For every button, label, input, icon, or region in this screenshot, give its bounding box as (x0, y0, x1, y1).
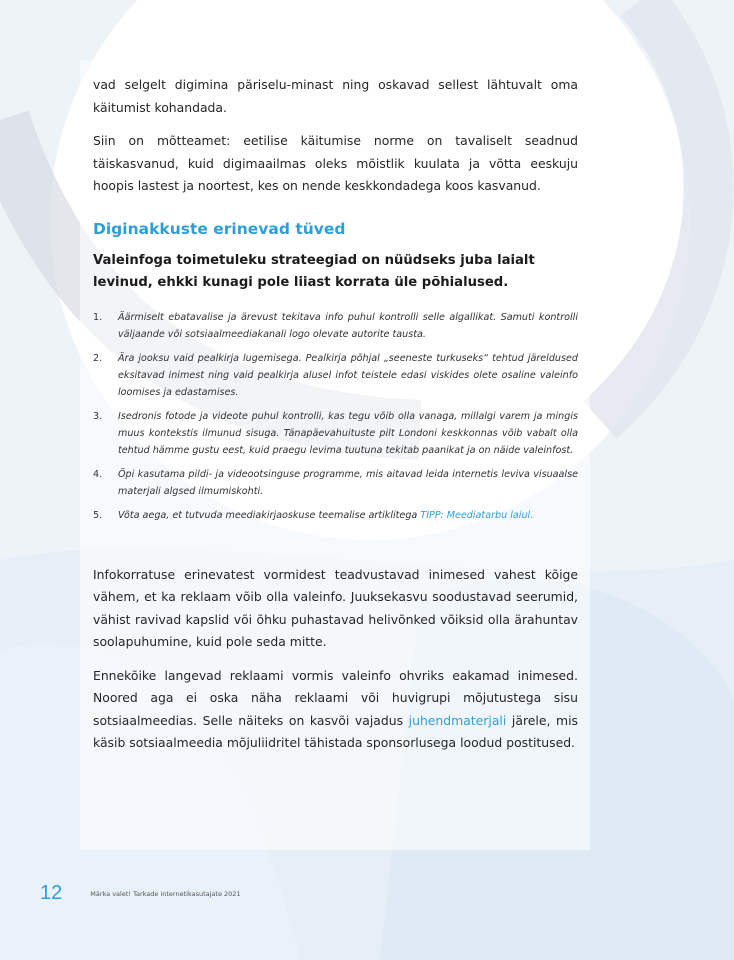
list-item (93, 507, 578, 524)
tips-list (93, 309, 578, 524)
paragraph-body-2 (93, 665, 578, 755)
list-text: Võta aega, et tutvuda meediakirjaoskuse teemalise artiklitega (118, 509, 421, 521)
page-number: 12 (40, 882, 63, 904)
list-text: Ära jooksu vaid pealkirja lugemisega. Pealkirja põhjal „seeneste turkuseks“ tehtud järeldused eksitavad inimest ning vaid pealkirja alusel infot teistele edasi viskides olete osaline valeinfo loomises ja edastamises. (118, 352, 578, 398)
paragraph-text: järele, mis käsib sotsiaalmeedia mõjuliidritel tähistada sponsorlusega loodud postitused. (93, 712, 578, 750)
list-text: Äärmiselt ebatavalise ja ärevust tekitava info puhul kontrolli selle algallikat. Samuti kontrolli väljaande või sotsiaalmeediakanali logo olevate autorite tausta. (118, 311, 578, 340)
list-item (93, 466, 578, 500)
section-lead: Valeinfoga toimetuleku strateegiad on nüüdseks juba laialt levinud, ehkki kunagi pole liiast korrata üle põhialused. (93, 252, 535, 290)
list-number: 4. (93, 468, 103, 480)
guide-link[interactable]: juhendmaterjali (408, 712, 507, 728)
paragraph-body-1: Infokorratuse erinevatest vormidest teadvustavad inimesed vahest kõige vähem, et ka reklaam võib olla valeinfo. Juuksekasvu soodustavad seerumid, vähist ravivad kapslid või õhku puhastavad helivõnked võiksid olla ärahuntav soolapuhumine, kuid pole seda mitte. (93, 566, 578, 649)
paragraph-intro-1: vad selgelt digimina päriselu-minast ning oskavad sellest lähtuvalt oma käitumist kohandada. (93, 77, 578, 115)
tip-link[interactable]: TIPP: Meediatarbu laiul. (420, 509, 534, 521)
paragraph-intro-2: Siin on mõtteamet: eetilise käitumise norme on tavaliselt seadnud täiskasvanud, kuid digimaailmas oleks mõistlik kuulata ja võtta eeskuju hoopis lastest ja noortest, kes on nende keskkondadega koos kasvanud. (93, 133, 578, 193)
list-item (93, 408, 578, 459)
list-text: Õpi kasutama pildi- ja videootsinguse programme, mis aitavad leida internetis leviva visuaalse materjali algsed ilmumiskohti. (118, 468, 578, 497)
list-number: 3. (93, 410, 103, 422)
list-item (93, 309, 578, 343)
list-number: 1. (93, 311, 103, 323)
paragraph-text: Ennekõike langevad reklaami vormis valeinfo ohvriks eakamad inimesed. Noored aga ei oska näha reklaami või huvigrupi mõjutustega sisu sotsiaalmeedias. Selle näiteks on kasvõi vajadus (93, 667, 578, 728)
list-number: 2. (93, 352, 103, 364)
page-footer (40, 882, 241, 905)
list-text: Isedronis fotode ja videote puhul kontrolli, kas tegu võib olla vanaga, millalgi varem ja mingis muus kontekstis ilmunud sisuga. Tänapäevahuituste pilt Londoni keskkonnas võib vabalt olla tehtud hämme gustu eest, kuid praegu levima tuutuna tekitab paanikat ja on näide valeinfost. (118, 410, 578, 456)
footer-text: Märka valet! Tarkade internetikasutajate 2021 (90, 889, 241, 898)
list-number: 5. (93, 509, 103, 521)
section-heading: Diginakkuste erinevad tüved (93, 219, 346, 238)
list-item (93, 350, 578, 401)
page-content (93, 74, 578, 766)
